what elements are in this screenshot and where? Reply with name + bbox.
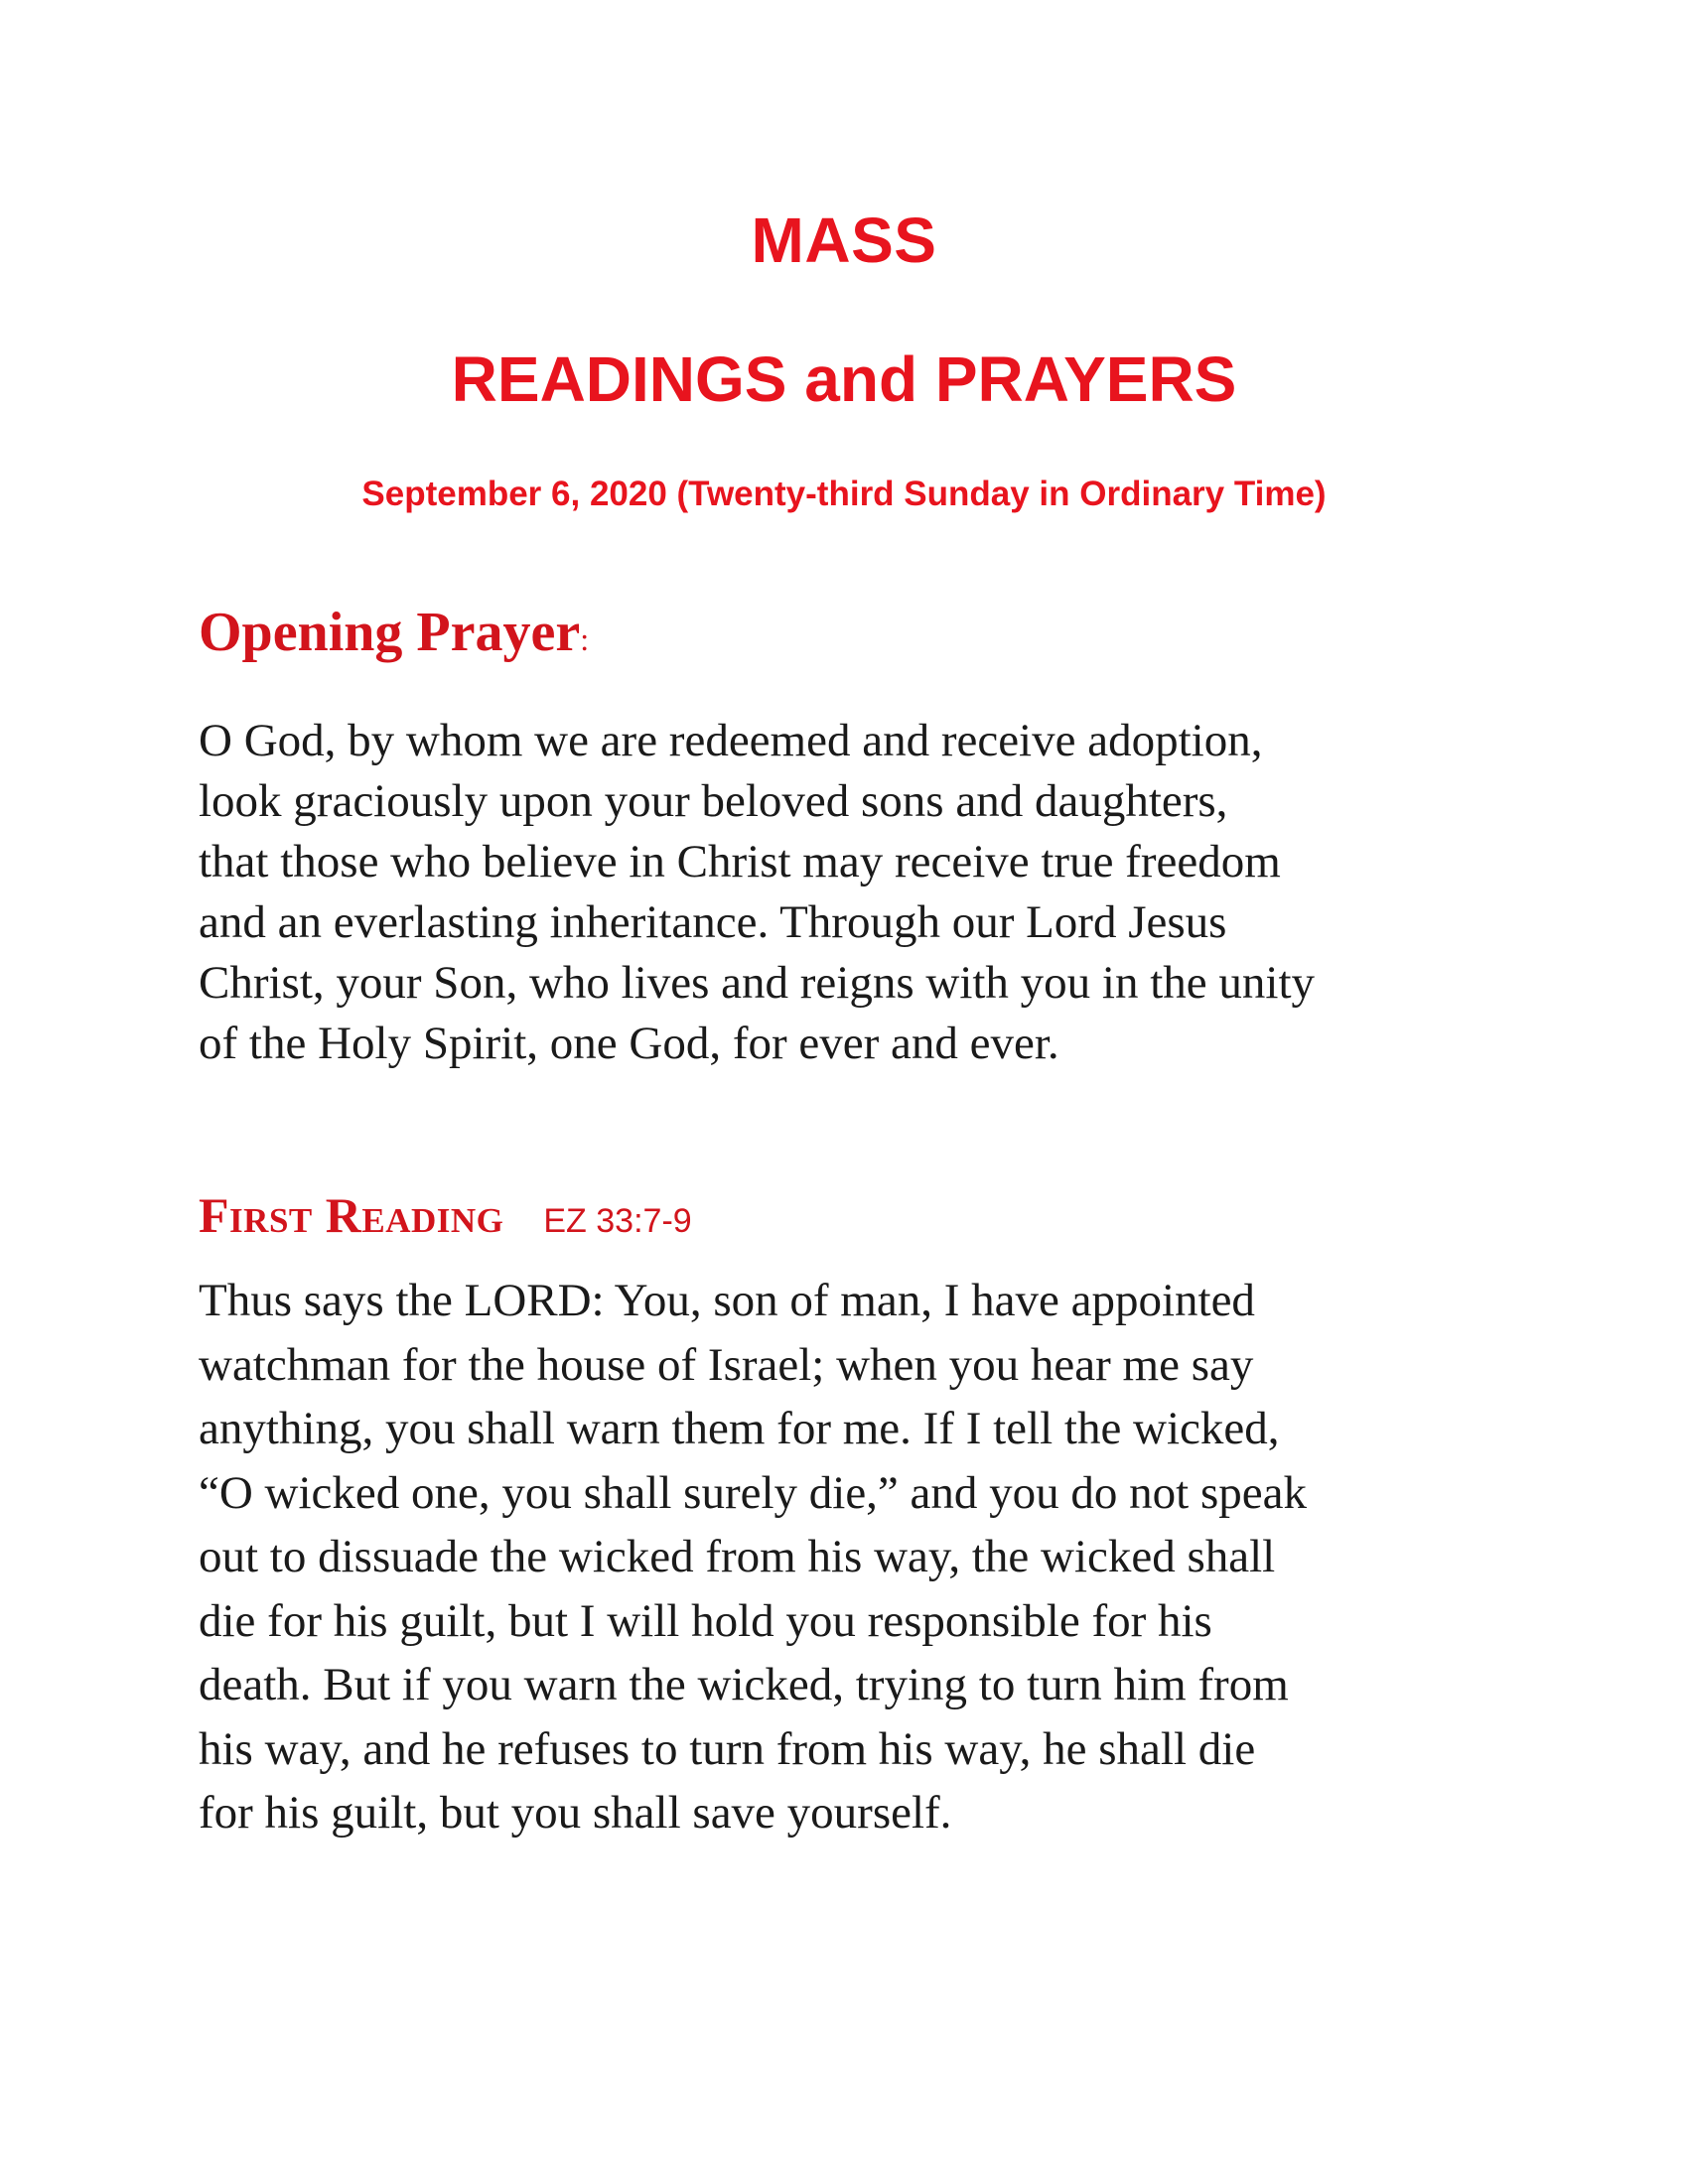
opening-prayer-line: of the Holy Spirit, one God, for ever and ever. (199, 1018, 1059, 1069)
opening-prayer-line: O God, by whom we are redeemed and receive adoption, (199, 715, 1263, 766)
first-reading-reference: EZ 33:7-9 (543, 1202, 692, 1240)
opening-prayer-line: that those who believe in Christ may receive true freedom (199, 836, 1281, 887)
first-reading-line: death. But if you warn the wicked, trying to turn him from (199, 1659, 1289, 1710)
first-reading-text (199, 1269, 1509, 1845)
first-reading-line: anything, you shall warn them for me. If I tell the wicked, (199, 1403, 1280, 1454)
first-reading-heading-text: First Reading (199, 1187, 504, 1243)
opening-prayer-line: look graciously upon your beloved sons and daughters, (199, 775, 1228, 827)
liturgical-date: September 6, 2020 (Twenty-third Sunday in Ordinary Time) (361, 475, 1327, 513)
opening-prayer-heading (199, 601, 589, 664)
opening-prayer-line: Christ, your Son, who lives and reigns with you in the unity (199, 957, 1316, 1009)
first-reading-line: out to dissuade the wicked from his way, the wicked shall (199, 1531, 1276, 1582)
first-reading-line: Thus says the LORD: You, son of man, I have appointed (199, 1275, 1255, 1326)
first-reading-line: his way, and he refuses to turn from his way, he shall die (199, 1722, 1256, 1775)
first-reading-heading (199, 1186, 692, 1244)
opening-prayer-heading-text: Opening Prayer (199, 602, 581, 663)
first-reading-line: die for his guilt, but I will hold you responsible for his (199, 1594, 1212, 1647)
opening-prayer-line: and an everlasting inheritance. Through our Lord Jesus (199, 896, 1227, 948)
opening-prayer-heading-colon: : (580, 621, 590, 657)
page-subtitle: READINGS and PRAYERS (451, 343, 1237, 415)
opening-prayer-text (199, 711, 1509, 1074)
page-title: MASS (751, 205, 937, 276)
first-reading-line: for his guilt, but you shall save yourself. (199, 1787, 952, 1839)
first-reading-line: watchman for the house of Israel; when you hear me say (199, 1338, 1254, 1391)
first-reading-line: “O wicked one, you shall surely die,” and you do not speak (199, 1466, 1307, 1519)
